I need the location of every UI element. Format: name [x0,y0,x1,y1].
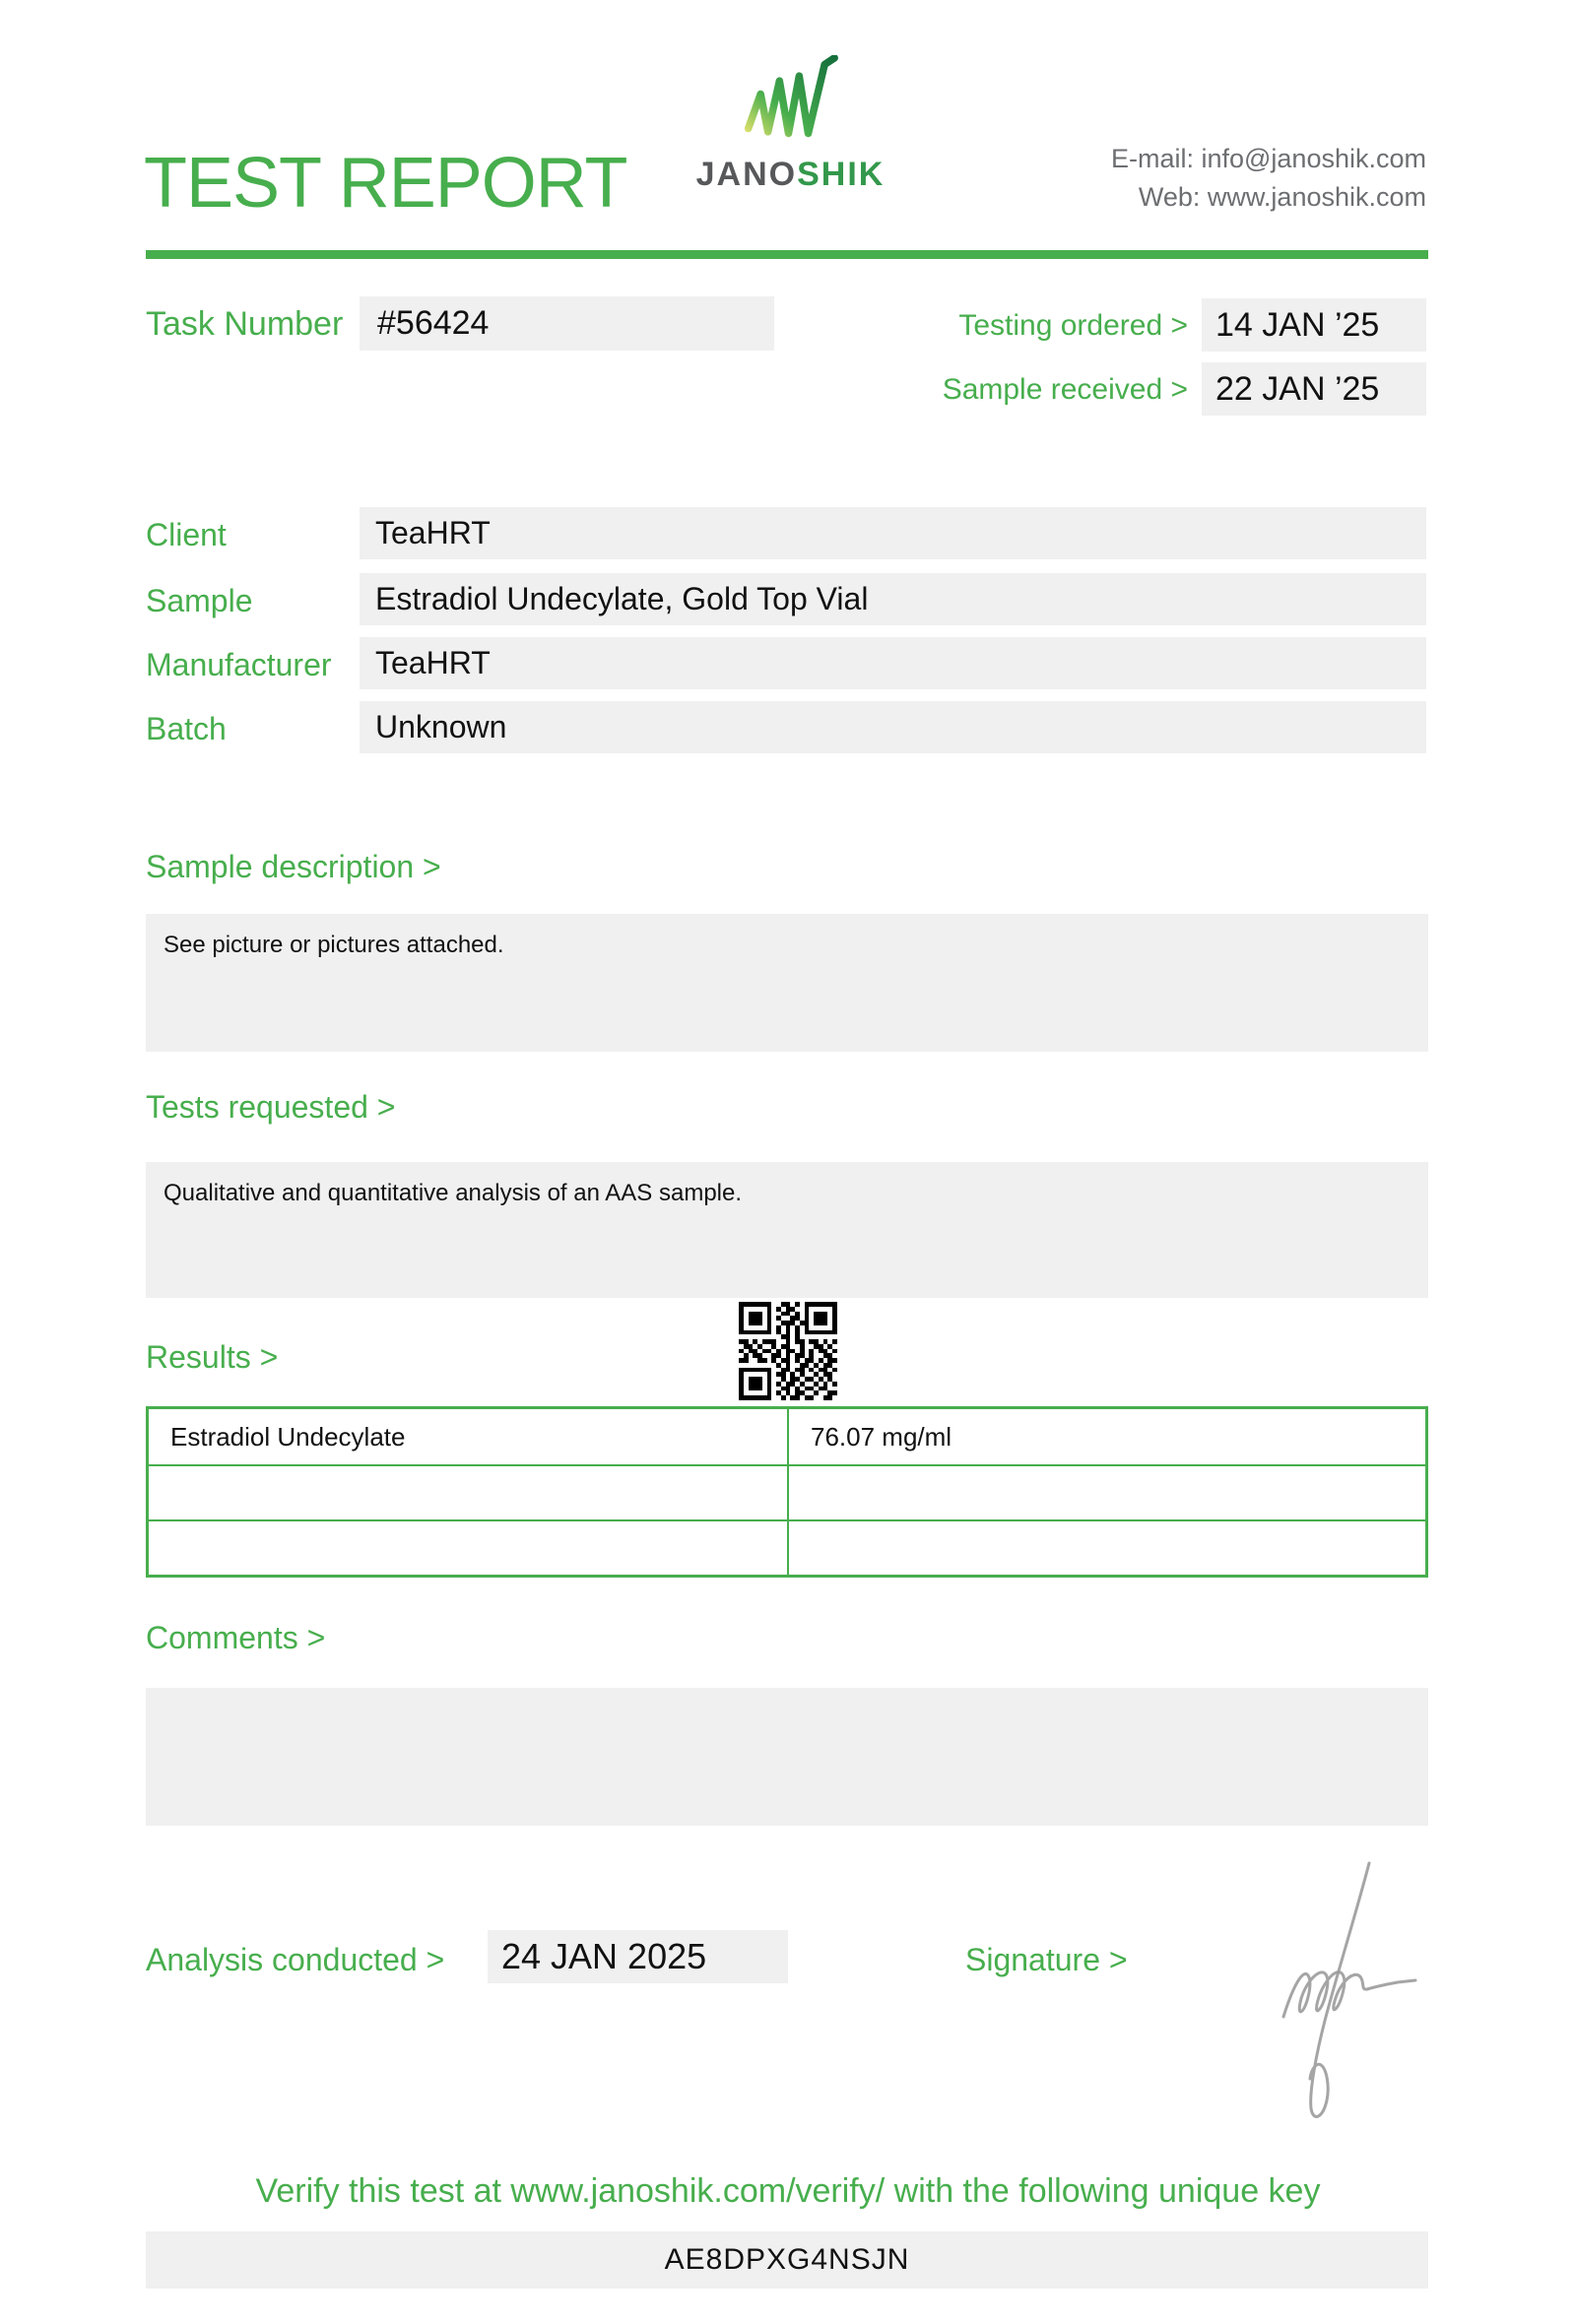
comments-box [146,1688,1428,1826]
logo-chart-icon [742,55,840,148]
header-divider [146,250,1428,259]
logo-word-green: SHIK [797,156,886,193]
testing-ordered-value: 14 JAN ’25 [1202,298,1426,352]
sample-description-box [146,914,1428,1052]
batch-value: Unknown [360,701,1426,753]
unique-key-box [146,2231,1428,2289]
task-number-label: Task Number [146,305,344,343]
sample-received-label: Sample received > [942,373,1188,406]
janoshik-logo [680,55,901,194]
manufacturer-value: TeaHRT [360,637,1426,689]
table-row [149,1464,1425,1519]
tests-requested-text: Qualitative and quantitative analysis of an AAS sample. [164,1180,743,1206]
web-line: Web: www.janoshik.com [1138,182,1426,213]
testing-ordered-label: Testing ordered > [958,309,1188,342]
result-cell: 76.07 mg/ml [787,1409,1425,1464]
analysis-conducted-label: Analysis conducted > [146,1942,445,1977]
table-row [149,1409,1425,1464]
sample-description-text: See picture or pictures attached. [164,932,504,958]
logo-word-dark: JANO [695,156,798,193]
analysis-conducted-value: 24 JAN 2025 [488,1930,788,1983]
client-value: TeaHRT [360,507,1426,559]
email-line: E-mail: info@janoshik.com [1110,144,1426,173]
contact-block [1111,140,1426,217]
analyte-cell [149,1521,787,1575]
page-title: TEST REPORT [144,144,627,223]
tests-requested-box [146,1162,1428,1298]
verify-instruction: Verify this test at www.janoshik.com/verify/ with the following unique key [255,2172,1321,2210]
sample-label: Sample [146,583,253,618]
results-table [146,1406,1428,1578]
table-row [149,1519,1425,1575]
client-label: Client [146,517,227,552]
logo-wordmark [680,156,901,194]
manufacturer-label: Manufacturer [146,647,332,682]
result-cell [787,1521,1425,1575]
analyte-cell [149,1466,787,1519]
signature-label: Signature > [965,1942,1128,1977]
result-cell [787,1466,1425,1519]
task-number-value: #56424 [360,296,774,351]
sample-value: Estradiol Undecylate, Gold Top Vial [360,573,1426,625]
sample-received-value: 22 JAN ’25 [1202,362,1426,416]
analyte-cell: Estradiol Undecylate [170,1421,406,1452]
comments-heading: Comments > [146,1620,326,1655]
qr-code [739,1302,837,1400]
unique-key: AE8DPXG4NSJN [664,2243,910,2276]
sample-description-heading: Sample description > [146,849,441,884]
results-heading: Results > [146,1339,279,1375]
signature-image [1276,1857,1431,2141]
tests-requested-heading: Tests requested > [146,1089,396,1125]
batch-label: Batch [146,711,227,746]
